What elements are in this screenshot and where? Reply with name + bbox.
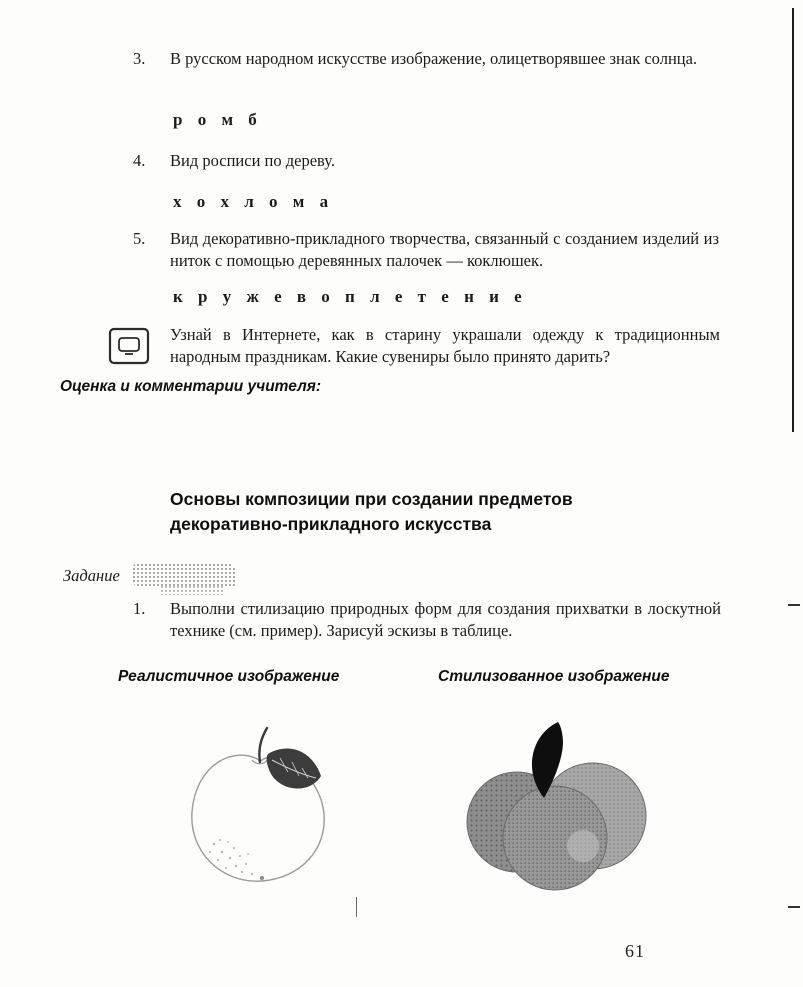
quiz-item-3 [133,48,719,70]
quiz-answer-3: р о м б [173,110,258,129]
computer-icon [108,327,150,372]
scan-artifact [356,897,357,917]
quiz-answer-5: к р у ж е в о п л е т е н и е [173,287,523,306]
scan-texture [160,585,224,595]
scan-texture [132,563,236,587]
quiz-item-number: 3. [133,49,146,68]
quiz-item-5 [133,228,719,272]
quiz-item-4 [133,150,719,172]
quiz-item-text: Вид росписи по дереву. [170,151,335,170]
page-number: 61 [625,941,645,961]
task-label: Задание [63,566,120,585]
quiz-item-number: 5. [133,229,146,248]
teacher-comments-label: Оценка и комментарии учителя: [60,378,322,395]
quiz-answer-4: х о х л о м а [173,192,330,211]
quiz-item-number: 4. [133,151,146,170]
stylized-apple-image [460,714,655,901]
internet-task [170,324,720,368]
tick-mark [788,604,800,606]
task-item-text: Выполни стилизацию природных форм для создания прихватки в лоскутной технике (см. пример). Зарисуй эскизы в таблице. [170,599,721,641]
section-heading [170,487,650,536]
internet-task-text: Узнай в Интернете, как в старину украшали одежду к традиционным народным праздникам. Какие сувениры было принято дарить? [170,325,720,367]
quiz-item-text: В русском народном искусстве изображение, олицетворявшее знак солнца. [170,49,698,68]
column-header-stylized: Стилизованное изображение [438,668,670,685]
task-item-number: 1. [133,599,146,618]
page-edge-line [792,8,794,432]
section-heading-line2: декоративно-прикладного искусства [170,513,492,534]
tick-mark [788,906,800,908]
section-heading-line1: Основы композиции при создании предметов [170,489,573,509]
realistic-apple-image [172,718,347,903]
task-item-1 [133,598,721,642]
quiz-item-text: Вид декоративно-прикладного творчества, связанный с созданием изделий из ниток с помощью деревянных палочек — коклюшек. [170,229,719,271]
column-header-realistic: Реалистичное изображение [118,668,340,685]
